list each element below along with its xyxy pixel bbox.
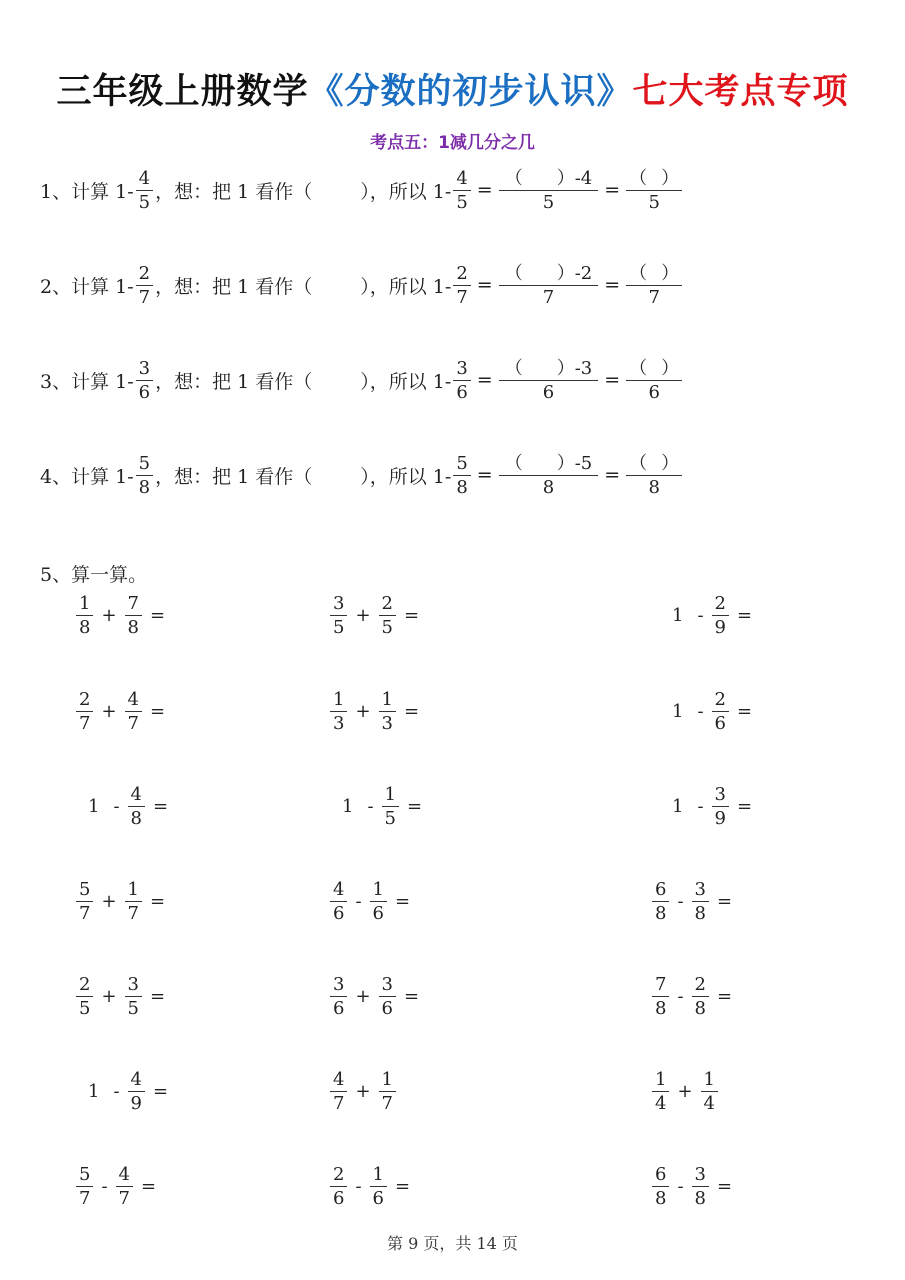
fraction-numerator <box>626 262 682 285</box>
fraction <box>330 592 347 639</box>
fraction <box>379 1068 396 1115</box>
subtrahend: -2 <box>574 262 593 284</box>
calc-problem <box>88 1068 174 1115</box>
equals-sign: = <box>141 1176 157 1197</box>
blank-close: ） <box>661 452 680 474</box>
fraction-numerator <box>499 262 599 285</box>
fraction <box>125 878 142 925</box>
question-hint: ，想：把 1 看作（ <box>155 180 313 203</box>
fraction-numerator <box>499 167 599 190</box>
operator: + <box>677 1081 693 1102</box>
fraction-numerator <box>626 357 682 380</box>
fraction <box>712 592 729 639</box>
fraction-numerator: 2 <box>79 689 91 710</box>
calc-problem <box>328 1163 416 1210</box>
fraction <box>76 878 93 925</box>
fraction <box>128 783 145 830</box>
fraction <box>136 167 153 214</box>
fraction-denominator: 9 <box>130 1093 142 1114</box>
calc-problem <box>650 973 738 1020</box>
fraction-denominator: 8 <box>648 476 660 498</box>
equals-sign: = <box>150 605 166 626</box>
blank-open: （ <box>629 452 648 474</box>
equals-sign: = <box>150 891 166 912</box>
equals-sign: = <box>476 179 493 201</box>
operator: - <box>113 1081 120 1102</box>
operator: - <box>355 1176 362 1197</box>
fraction-denominator: 8 <box>694 998 706 1019</box>
fraction-denominator: 7 <box>381 1093 393 1114</box>
fraction <box>330 878 347 925</box>
fraction-denominator: 6 <box>542 381 555 403</box>
fraction-numerator: 2 <box>694 974 706 995</box>
fraction-denominator: 5 <box>79 998 91 1019</box>
operator: + <box>355 986 371 1007</box>
operator: - <box>113 796 120 817</box>
fraction-numerator: 2 <box>333 1164 345 1185</box>
fraction-denominator: 8 <box>694 903 706 924</box>
whole-number: 1 <box>88 1081 100 1102</box>
equals-sign: = <box>717 891 733 912</box>
fraction <box>453 357 470 404</box>
section-subtitle: 考点五：1减几分之几 <box>370 133 535 153</box>
blank-fraction <box>499 357 599 404</box>
whole-number: 1 <box>672 605 684 626</box>
fraction-numerator: 6 <box>655 879 667 900</box>
fraction-numerator: 4 <box>333 879 345 900</box>
fraction-denominator: 7 <box>542 286 555 308</box>
fraction-numerator <box>499 357 599 380</box>
blank-fraction <box>626 262 682 309</box>
fraction-denominator: 8 <box>655 998 667 1019</box>
fraction-numerator: 4 <box>456 167 468 189</box>
fraction-denominator: 5 <box>333 617 345 638</box>
fill-question <box>40 160 684 220</box>
fraction-numerator: 6 <box>655 1164 667 1185</box>
fraction <box>330 973 347 1020</box>
fraction-numerator: 4 <box>127 689 139 710</box>
blank-close: ） <box>556 167 575 189</box>
fraction-denominator: 6 <box>372 903 384 924</box>
operator: - <box>677 1176 684 1197</box>
question-label: 2、计算 1- <box>40 275 134 298</box>
fraction <box>692 1163 709 1210</box>
page-footer: 第 9 页，共 14 页 <box>387 1234 518 1253</box>
calc-problem <box>328 1068 398 1115</box>
equals-sign: = <box>153 796 169 817</box>
fraction-denominator: 5 <box>138 191 151 213</box>
fraction-numerator: 1 <box>381 1069 393 1090</box>
fraction-denominator: 7 <box>79 713 91 734</box>
fraction-denominator: 3 <box>333 713 345 734</box>
fraction-numerator: 2 <box>456 262 468 284</box>
calc-problem <box>650 1068 720 1115</box>
fraction-denominator: 6 <box>138 381 151 403</box>
title-focus: 七大考点专项 <box>632 72 849 112</box>
fraction <box>125 688 142 735</box>
equals-sign: = <box>407 796 423 817</box>
operator: + <box>355 701 371 722</box>
equals-sign: = <box>404 986 420 1007</box>
fraction <box>116 1163 133 1210</box>
calc-problem <box>74 688 171 735</box>
fraction-numerator: 4 <box>130 784 142 805</box>
equals-sign: = <box>737 605 753 626</box>
question-text: ），所以 1- <box>360 180 452 203</box>
fraction-denominator: 3 <box>381 713 393 734</box>
blank-fraction <box>626 357 682 404</box>
fraction-numerator: 1 <box>372 879 384 900</box>
fraction-numerator: 7 <box>127 593 139 614</box>
question-hint: ，想：把 1 看作（ <box>155 465 313 488</box>
fraction-numerator: 3 <box>456 357 468 379</box>
blank-open: （ <box>629 262 648 284</box>
fraction <box>76 973 93 1020</box>
fraction-denominator: 8 <box>138 476 151 498</box>
subtrahend: -5 <box>574 452 593 474</box>
fraction-numerator: 4 <box>138 167 151 189</box>
equals-sign: = <box>604 179 621 201</box>
fraction-numerator: 2 <box>138 262 151 284</box>
fraction-denominator: 8 <box>79 617 91 638</box>
fraction-denominator: 7 <box>79 1188 91 1209</box>
question-text: ），所以 1- <box>360 370 452 393</box>
operator: + <box>355 1081 371 1102</box>
fraction-numerator: 1 <box>381 689 393 710</box>
fraction <box>652 1068 669 1115</box>
fraction-denominator: 8 <box>655 903 667 924</box>
fraction-denominator: 7 <box>456 286 468 308</box>
fraction-denominator: 7 <box>127 713 139 734</box>
fraction-numerator: 2 <box>79 974 91 995</box>
fraction-numerator <box>499 452 599 475</box>
fraction-numerator: 2 <box>381 593 393 614</box>
fraction <box>712 783 729 830</box>
blank-fraction <box>499 167 599 214</box>
fraction-numerator: 1 <box>384 784 396 805</box>
fraction <box>379 973 396 1020</box>
fraction <box>379 688 396 735</box>
fraction-numerator: 3 <box>127 974 139 995</box>
fraction-denominator: 7 <box>648 286 660 308</box>
calc-problem <box>342 783 428 830</box>
fraction-denominator: 7 <box>138 286 151 308</box>
fraction-denominator: 8 <box>456 476 468 498</box>
equals-sign: = <box>717 986 733 1007</box>
operator: - <box>355 891 362 912</box>
blank-open: （ <box>504 167 523 189</box>
fraction <box>125 973 142 1020</box>
fraction <box>652 973 669 1020</box>
operator: + <box>101 986 117 1007</box>
fraction-denominator: 7 <box>79 903 91 924</box>
operator: - <box>697 796 704 817</box>
fraction-numerator: 3 <box>333 974 345 995</box>
equals-sign: = <box>404 701 420 722</box>
fraction <box>370 878 387 925</box>
fraction <box>453 452 470 499</box>
page-title <box>0 64 905 114</box>
fraction-denominator: 7 <box>333 1093 345 1114</box>
subtrahend: -4 <box>574 167 593 189</box>
fraction <box>652 878 669 925</box>
calc-problem <box>74 878 171 925</box>
question-label: 3、计算 1- <box>40 370 134 393</box>
fraction-denominator: 9 <box>714 617 726 638</box>
fraction <box>76 688 93 735</box>
fraction-denominator: 4 <box>703 1093 715 1114</box>
equals-sign: = <box>604 274 621 296</box>
fraction-numerator: 1 <box>703 1069 715 1090</box>
fraction-denominator: 6 <box>333 1188 345 1209</box>
fraction <box>382 783 399 830</box>
fraction-numerator: 3 <box>381 974 393 995</box>
fraction-numerator: 4 <box>333 1069 345 1090</box>
fraction <box>712 688 729 735</box>
fraction-denominator: 6 <box>456 381 468 403</box>
calc-problem <box>74 973 171 1020</box>
equals-sign: = <box>404 605 420 626</box>
fraction-denominator: 4 <box>655 1093 667 1114</box>
blank-close: ） <box>661 167 680 189</box>
fraction-denominator: 7 <box>118 1188 130 1209</box>
fraction-numerator: 3 <box>694 1164 706 1185</box>
fraction-denominator: 6 <box>333 998 345 1019</box>
operator: - <box>101 1176 108 1197</box>
fraction-numerator: 5 <box>79 879 91 900</box>
question-text: ），所以 1- <box>360 465 452 488</box>
operator: - <box>697 605 704 626</box>
fraction-numerator: 2 <box>714 593 726 614</box>
calc-problem <box>328 688 425 735</box>
fraction-numerator: 2 <box>714 689 726 710</box>
equals-sign: = <box>604 369 621 391</box>
equals-sign: = <box>717 1176 733 1197</box>
fraction-denominator: 5 <box>381 617 393 638</box>
fraction <box>76 592 93 639</box>
fraction <box>692 878 709 925</box>
blank-close: ） <box>556 452 575 474</box>
fraction <box>330 1068 347 1115</box>
whole-number: 1 <box>342 796 354 817</box>
fraction <box>125 592 142 639</box>
title-grade: 三年级上册数学 <box>56 72 309 112</box>
fraction-denominator: 5 <box>648 191 660 213</box>
fraction-numerator: 1 <box>372 1164 384 1185</box>
fraction-denominator: 8 <box>655 1188 667 1209</box>
fraction-numerator: 3 <box>694 879 706 900</box>
fill-question <box>40 350 684 410</box>
equals-sign: = <box>395 891 411 912</box>
equals-sign: = <box>150 986 166 1007</box>
fraction-denominator: 5 <box>127 998 139 1019</box>
equals-sign: = <box>737 701 753 722</box>
fraction-numerator: 1 <box>127 879 139 900</box>
equals-sign: = <box>150 701 166 722</box>
operator: + <box>101 605 117 626</box>
blank-close: ） <box>556 262 575 284</box>
fraction-numerator: 1 <box>655 1069 667 1090</box>
operator: - <box>677 891 684 912</box>
fraction-denominator: 5 <box>456 191 468 213</box>
calc-problem <box>74 592 171 639</box>
blank-close: ） <box>661 357 680 379</box>
whole-number: 1 <box>672 796 684 817</box>
calc-problem <box>328 878 416 925</box>
fraction-denominator: 6 <box>381 998 393 1019</box>
fraction-denominator: 5 <box>384 808 396 829</box>
fraction-denominator: 8 <box>542 476 555 498</box>
whole-number: 1 <box>88 796 100 817</box>
fraction <box>136 357 153 404</box>
fraction <box>453 262 470 309</box>
calc-problem <box>672 688 758 735</box>
fraction <box>330 688 347 735</box>
fraction <box>128 1068 145 1115</box>
blank-open: （ <box>504 262 523 284</box>
blank-open: （ <box>629 357 648 379</box>
blank-fraction <box>499 262 599 309</box>
fraction-numerator: 1 <box>79 593 91 614</box>
fraction-denominator: 8 <box>694 1188 706 1209</box>
blank-fraction <box>499 452 599 499</box>
calc-problem <box>328 973 425 1020</box>
calc-problem <box>672 783 758 830</box>
operator: - <box>677 986 684 1007</box>
calc-problem <box>650 1163 738 1210</box>
operator: - <box>697 701 704 722</box>
equals-sign: = <box>476 274 493 296</box>
fraction-denominator: 8 <box>130 808 142 829</box>
blank-open: （ <box>629 167 648 189</box>
fraction-denominator: 8 <box>127 617 139 638</box>
fraction-denominator: 7 <box>127 903 139 924</box>
fraction-numerator: 3 <box>333 593 345 614</box>
question-text: ），所以 1- <box>360 275 452 298</box>
blank-open: （ <box>504 357 523 379</box>
operator: - <box>367 796 374 817</box>
fraction-denominator: 6 <box>648 381 660 403</box>
fraction-numerator: 5 <box>79 1164 91 1185</box>
operator: + <box>355 605 371 626</box>
fraction <box>379 592 396 639</box>
fraction-denominator: 9 <box>714 808 726 829</box>
equals-sign: = <box>153 1081 169 1102</box>
blank-close: ） <box>556 357 575 379</box>
question-hint: ，想：把 1 看作（ <box>155 275 313 298</box>
fraction <box>370 1163 387 1210</box>
fraction <box>701 1068 718 1115</box>
fraction <box>330 1163 347 1210</box>
fraction-numerator: 5 <box>138 452 151 474</box>
fraction-denominator: 6 <box>714 713 726 734</box>
equals-sign: = <box>737 796 753 817</box>
fraction-denominator: 6 <box>372 1188 384 1209</box>
operator: + <box>101 891 117 912</box>
blank-open: （ <box>504 452 523 474</box>
calc-problem <box>672 592 758 639</box>
question-5-label: 5、算一算。 <box>40 564 148 586</box>
calc-problem <box>650 878 738 925</box>
equals-sign: = <box>604 464 621 486</box>
blank-close: ） <box>661 262 680 284</box>
fill-question <box>40 255 684 315</box>
fraction-denominator: 6 <box>333 903 345 924</box>
calc-problem <box>88 783 174 830</box>
fraction-denominator: 5 <box>542 191 555 213</box>
blank-fraction <box>626 452 682 499</box>
calc-problem <box>328 592 425 639</box>
fraction-numerator: 3 <box>138 357 151 379</box>
fraction-numerator: 4 <box>118 1164 130 1185</box>
blank-fraction <box>626 167 682 214</box>
equals-sign: = <box>476 464 493 486</box>
fraction-numerator: 3 <box>714 784 726 805</box>
calc-problem <box>74 1163 162 1210</box>
fraction <box>652 1163 669 1210</box>
equals-sign: = <box>395 1176 411 1197</box>
question-label: 4、计算 1- <box>40 465 134 488</box>
fraction-numerator: 5 <box>456 452 468 474</box>
fraction <box>136 452 153 499</box>
fill-question <box>40 445 684 505</box>
fraction-numerator <box>626 452 682 475</box>
question-hint: ，想：把 1 看作（ <box>155 370 313 393</box>
fraction-numerator: 4 <box>130 1069 142 1090</box>
fraction-numerator: 7 <box>655 974 667 995</box>
whole-number: 1 <box>672 701 684 722</box>
fraction-numerator: 1 <box>333 689 345 710</box>
fraction <box>453 167 470 214</box>
subtrahend: -3 <box>574 357 593 379</box>
operator: + <box>101 701 117 722</box>
fraction <box>692 973 709 1020</box>
title-topic: 《分数的初步认识》 <box>308 72 633 112</box>
question-label: 1、计算 1- <box>40 180 134 203</box>
fraction <box>76 1163 93 1210</box>
fraction <box>136 262 153 309</box>
fraction-numerator <box>626 167 682 190</box>
equals-sign: = <box>476 369 493 391</box>
